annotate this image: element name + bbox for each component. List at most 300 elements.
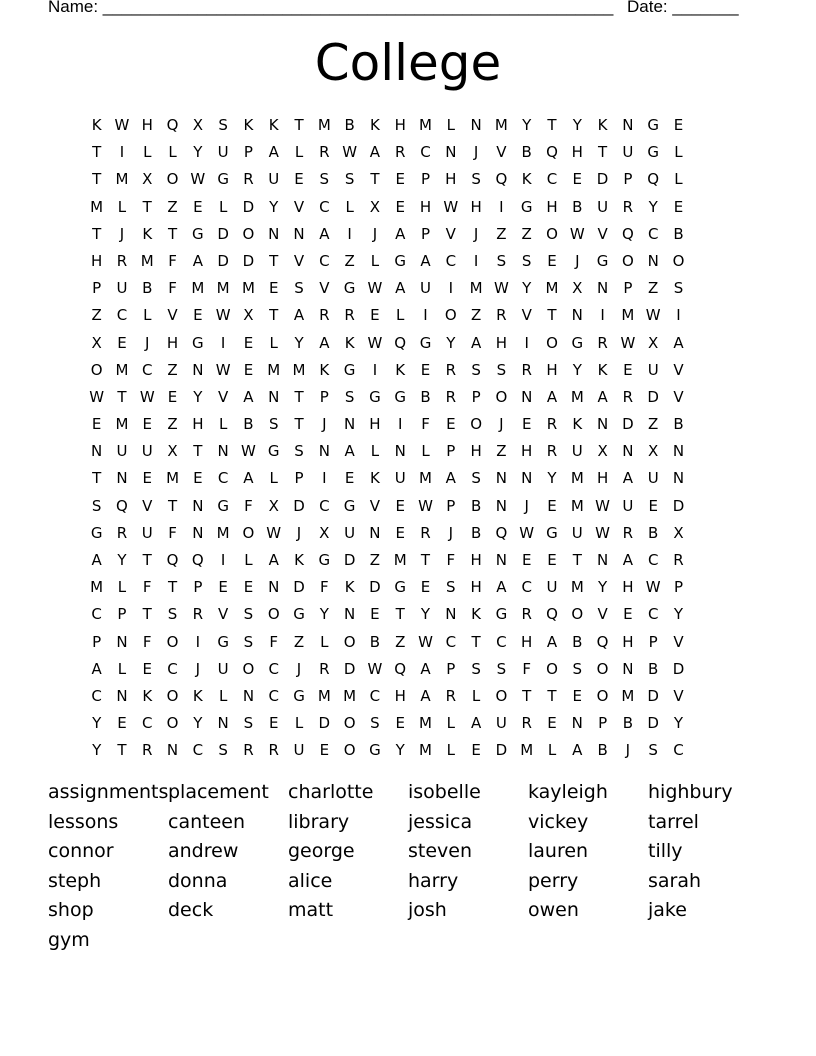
grid-letter: Z bbox=[167, 415, 178, 434]
grid-letter: B bbox=[470, 496, 482, 515]
grid-letter: O bbox=[242, 224, 255, 243]
grid-letter: N bbox=[116, 686, 128, 705]
grid-letter: T bbox=[294, 415, 304, 434]
grid-letter: H bbox=[622, 578, 634, 597]
word-list bbox=[48, 778, 768, 956]
grid-letter: C bbox=[445, 632, 457, 651]
word-list-item: perry bbox=[528, 869, 579, 892]
grid-letter: P bbox=[648, 632, 658, 651]
grid-letter: I bbox=[473, 251, 479, 270]
grid-letter: H bbox=[596, 469, 609, 488]
word-list-item: gym bbox=[48, 928, 90, 951]
grid-letter: A bbox=[420, 686, 431, 705]
grid-letter: S bbox=[471, 469, 481, 488]
grid-letter: W bbox=[89, 387, 105, 406]
grid-letter: G bbox=[267, 442, 280, 461]
grid-letter: O bbox=[571, 605, 584, 624]
grid-letter: S bbox=[370, 714, 380, 733]
grid-letter: M bbox=[140, 251, 154, 270]
grid-row bbox=[84, 222, 691, 249]
grid-letter: Z bbox=[293, 632, 305, 651]
grid-row bbox=[84, 249, 691, 276]
grid-letter: U bbox=[546, 578, 558, 597]
grid-letter: U bbox=[420, 279, 431, 298]
grid-letter: G bbox=[343, 360, 356, 379]
grid-letter: V bbox=[597, 224, 608, 243]
grid-letter: Y bbox=[572, 360, 582, 379]
grid-letter: U bbox=[495, 714, 507, 733]
grid-letter: S bbox=[344, 387, 355, 406]
grid-letter: G bbox=[293, 686, 305, 705]
grid-letter: M bbox=[621, 306, 635, 325]
grid-letter: W bbox=[418, 632, 433, 651]
grid-letter: D bbox=[647, 686, 659, 705]
grid-row bbox=[84, 657, 691, 684]
grid-letter: C bbox=[369, 686, 381, 705]
word-list-item: vickey bbox=[528, 810, 589, 833]
grid-letter: A bbox=[572, 741, 583, 760]
grid-letter: C bbox=[268, 686, 279, 705]
grid-letter: L bbox=[269, 333, 278, 352]
grid-letter: N bbox=[192, 523, 204, 542]
word-search-grid bbox=[84, 113, 691, 766]
grid-letter: C bbox=[420, 143, 431, 162]
grid-letter: D bbox=[622, 415, 634, 434]
grid-letter: O bbox=[672, 251, 685, 270]
grid-letter: L bbox=[218, 415, 228, 434]
grid-letter: V bbox=[597, 605, 608, 624]
grid-letter: C bbox=[647, 224, 659, 243]
grid-letter: A bbox=[395, 279, 406, 298]
grid-letter: Y bbox=[673, 605, 684, 624]
grid-letter: N bbox=[217, 714, 229, 733]
grid-letter: Y bbox=[395, 741, 405, 760]
word-list-item: charlotte bbox=[288, 781, 374, 803]
grid-letter: O bbox=[596, 659, 609, 678]
grid-letter: N bbox=[344, 415, 356, 434]
grid-letter: D bbox=[318, 714, 331, 733]
grid-letter: B bbox=[344, 116, 355, 134]
word-list-item: placement bbox=[168, 781, 269, 803]
grid-letter: Q bbox=[546, 605, 558, 624]
grid-letter: K bbox=[142, 686, 153, 705]
grid-letter: L bbox=[421, 442, 430, 461]
grid-letter: N bbox=[293, 224, 305, 243]
grid-letter: R bbox=[673, 551, 684, 569]
grid-letter: E bbox=[344, 469, 355, 488]
grid-letter: S bbox=[243, 605, 254, 624]
grid-letter: N bbox=[394, 442, 406, 461]
grid-letter: W bbox=[139, 387, 155, 406]
grid-letter: N bbox=[445, 143, 457, 162]
grid-letter: N bbox=[116, 632, 128, 651]
grid-letter: P bbox=[673, 578, 683, 597]
grid-letter: F bbox=[269, 632, 279, 651]
grid-letter: O bbox=[166, 714, 179, 733]
grid-letter: B bbox=[243, 415, 254, 434]
grid-letter: S bbox=[521, 251, 532, 270]
page-title: College bbox=[314, 34, 502, 92]
grid-letter: E bbox=[370, 306, 380, 325]
grid-letter: U bbox=[622, 496, 634, 515]
grid-letter: N bbox=[369, 523, 381, 542]
grid-letter: U bbox=[647, 360, 659, 379]
grid-letter: X bbox=[192, 116, 203, 134]
grid-letter: D bbox=[242, 197, 255, 216]
grid-letter: N bbox=[495, 496, 508, 515]
grid-letter: L bbox=[117, 197, 127, 216]
grid-letter: W bbox=[493, 279, 509, 298]
grid-letter: U bbox=[116, 442, 128, 461]
word-list-item: highbury bbox=[648, 781, 733, 803]
grid-letter: C bbox=[142, 360, 153, 379]
grid-letter: S bbox=[294, 442, 304, 461]
grid-letter: B bbox=[572, 632, 583, 651]
grid-letter: R bbox=[243, 170, 254, 189]
grid-letter: B bbox=[142, 279, 153, 298]
grid-letter: J bbox=[448, 523, 454, 542]
grid-letter: E bbox=[572, 170, 583, 189]
grid-letter: J bbox=[195, 659, 201, 678]
grid-letter: U bbox=[597, 197, 609, 216]
grid-letter: U bbox=[344, 523, 356, 542]
grid-letter: G bbox=[318, 551, 331, 569]
grid-letter: L bbox=[168, 143, 177, 162]
grid-letter: O bbox=[166, 632, 179, 651]
grid-letter: O bbox=[166, 686, 179, 705]
word-list-item: assignments bbox=[48, 781, 169, 803]
grid-letter: C bbox=[192, 741, 204, 760]
grid-letter: R bbox=[116, 523, 128, 542]
grid-letter: X bbox=[369, 197, 381, 216]
grid-letter: K bbox=[243, 116, 254, 134]
grid-letter: Y bbox=[648, 197, 658, 216]
grid-letter: M bbox=[393, 551, 407, 569]
grid-letter: D bbox=[647, 387, 659, 406]
grid-letter: S bbox=[673, 279, 684, 298]
grid-letter: T bbox=[92, 224, 102, 243]
grid-letter: C bbox=[319, 251, 330, 270]
grid-letter: U bbox=[217, 659, 229, 678]
grid-letter: V bbox=[496, 143, 507, 162]
grid-letter: D bbox=[495, 741, 508, 760]
grid-letter: Z bbox=[395, 632, 406, 651]
grid-letter: L bbox=[446, 741, 455, 760]
grid-letter: U bbox=[268, 170, 280, 189]
grid-letter: H bbox=[445, 170, 457, 189]
word-list-item: shop bbox=[48, 899, 94, 922]
grid-letter: F bbox=[320, 578, 329, 597]
grid-letter: L bbox=[244, 551, 253, 569]
grid-letter: I bbox=[347, 224, 352, 243]
grid-letter: Q bbox=[191, 551, 204, 569]
grid-letter: Y bbox=[193, 387, 203, 406]
grid-letter: D bbox=[343, 659, 356, 678]
grid-letter: D bbox=[343, 551, 356, 569]
grid-letter: G bbox=[217, 496, 229, 515]
word-list-item: library bbox=[288, 810, 350, 833]
grid-letter: V bbox=[293, 251, 305, 270]
grid-letter: L bbox=[471, 686, 481, 705]
grid-letter: C bbox=[217, 469, 229, 488]
grid-letter: E bbox=[91, 415, 102, 434]
grid-letter: O bbox=[546, 224, 558, 243]
grid-letter: X bbox=[167, 442, 178, 461]
grid-letter: C bbox=[521, 578, 532, 597]
grid-letter: K bbox=[319, 360, 330, 379]
grid-row bbox=[84, 548, 691, 575]
grid-letter: E bbox=[547, 551, 557, 569]
grid-letter: E bbox=[294, 170, 304, 189]
grid-letter: S bbox=[218, 116, 228, 134]
grid-letter: I bbox=[448, 279, 454, 298]
grid-letter: P bbox=[623, 170, 633, 189]
grid-letter: A bbox=[496, 578, 507, 597]
grid-letter: N bbox=[344, 605, 356, 624]
grid-letter: E bbox=[547, 496, 557, 515]
grid-letter: A bbox=[470, 714, 482, 733]
grid-letter: S bbox=[268, 415, 279, 434]
grid-letter: E bbox=[673, 197, 684, 216]
grid-letter: G bbox=[192, 224, 204, 243]
grid-letter: Q bbox=[621, 224, 634, 243]
grid-letter: E bbox=[547, 251, 557, 270]
grid-letter: A bbox=[622, 551, 634, 569]
grid-row bbox=[84, 602, 691, 629]
grid-letter: O bbox=[495, 686, 508, 705]
grid-letter: N bbox=[672, 442, 685, 461]
grid-letter: Q bbox=[394, 333, 407, 352]
grid-letter: L bbox=[320, 632, 329, 651]
grid-letter: H bbox=[470, 442, 482, 461]
grid-letter: N bbox=[470, 116, 482, 134]
grid-letter: C bbox=[319, 197, 330, 216]
grid-letter: H bbox=[546, 360, 558, 379]
grid-letter: H bbox=[369, 415, 381, 434]
grid-letter: L bbox=[446, 714, 455, 733]
grid-letter: W bbox=[215, 360, 231, 379]
grid-letter: G bbox=[192, 333, 204, 352]
grid-letter: I bbox=[499, 197, 504, 216]
grid-letter: E bbox=[142, 415, 152, 434]
grid-letter: E bbox=[193, 469, 203, 488]
grid-letter: C bbox=[673, 741, 684, 760]
grid-letter: Q bbox=[166, 551, 179, 569]
grid-letter: I bbox=[220, 551, 226, 569]
grid-letter: N bbox=[521, 469, 533, 488]
grid-letter: N bbox=[596, 279, 609, 298]
grid-letter: J bbox=[296, 659, 302, 678]
grid-letter: S bbox=[496, 251, 507, 270]
grid-letter: F bbox=[168, 523, 177, 542]
grid-letter: I bbox=[119, 143, 125, 162]
grid-letter: X bbox=[648, 333, 659, 352]
word-list-item: tarrel bbox=[648, 810, 699, 833]
grid-letter: A bbox=[673, 333, 684, 352]
grid-letter: R bbox=[243, 741, 254, 760]
grid-letter: N bbox=[166, 741, 179, 760]
grid-row bbox=[84, 113, 691, 140]
grid-letter: Q bbox=[647, 170, 660, 189]
grid-letter: Z bbox=[167, 197, 178, 216]
grid-letter: K bbox=[369, 469, 380, 488]
grid-letter: V bbox=[445, 224, 456, 243]
grid-letter: B bbox=[622, 714, 634, 733]
grid-letter: D bbox=[647, 714, 659, 733]
grid-letter: M bbox=[545, 279, 559, 298]
grid-row bbox=[84, 575, 691, 602]
grid-letter: F bbox=[168, 279, 177, 298]
grid-letter: R bbox=[319, 143, 330, 162]
grid-letter: S bbox=[319, 170, 330, 189]
grid-letter: O bbox=[495, 387, 508, 406]
grid-letter: N bbox=[622, 116, 634, 134]
grid-letter: K bbox=[91, 116, 102, 134]
grid-letter: O bbox=[596, 686, 609, 705]
grid-letter: J bbox=[499, 415, 504, 434]
grid-letter: N bbox=[445, 605, 457, 624]
grid-letter: U bbox=[116, 279, 128, 298]
grid-letter: P bbox=[420, 170, 431, 189]
grid-letter: N bbox=[596, 551, 609, 569]
grid-letter: M bbox=[90, 578, 104, 597]
grid-row bbox=[84, 276, 691, 303]
grid-letter: X bbox=[572, 279, 583, 298]
grid-letter: D bbox=[672, 659, 685, 678]
grid-letter: F bbox=[446, 551, 456, 569]
grid-row bbox=[84, 494, 691, 521]
grid-letter: Y bbox=[598, 578, 608, 597]
grid-letter: B bbox=[673, 415, 684, 434]
grid-letter: U bbox=[647, 469, 659, 488]
grid-letter: K bbox=[597, 116, 608, 134]
grid-letter: B bbox=[420, 387, 431, 406]
grid-letter: G bbox=[394, 578, 407, 597]
grid-letter: L bbox=[674, 170, 683, 189]
grid-letter: G bbox=[343, 496, 356, 515]
grid-letter: W bbox=[443, 197, 459, 216]
grid-letter: Y bbox=[319, 605, 329, 624]
grid-letter: A bbox=[91, 659, 102, 678]
grid-letter: T bbox=[142, 197, 152, 216]
grid-letter: N bbox=[495, 551, 508, 569]
grid-letter: U bbox=[571, 442, 583, 461]
grid-letter: T bbox=[522, 686, 532, 705]
grid-letter: N bbox=[116, 469, 128, 488]
grid-letter: V bbox=[521, 306, 532, 325]
grid-letter: M bbox=[570, 578, 584, 597]
name-field-label: Name: ______________________________________________________ bbox=[48, 0, 614, 16]
grid-letter: I bbox=[195, 632, 201, 651]
grid-letter: V bbox=[218, 605, 229, 624]
grid-letter: R bbox=[192, 605, 204, 624]
grid-letter: I bbox=[600, 306, 605, 325]
grid-letter: V bbox=[673, 360, 684, 379]
grid-letter: S bbox=[344, 170, 355, 189]
grid-letter: E bbox=[243, 333, 254, 352]
grid-letter: A bbox=[369, 143, 381, 162]
grid-letter: H bbox=[622, 632, 634, 651]
grid-letter: M bbox=[115, 360, 129, 379]
grid-letter: W bbox=[519, 523, 535, 542]
grid-letter: G bbox=[495, 605, 508, 624]
grid-letter: E bbox=[319, 741, 330, 760]
grid-letter: M bbox=[520, 741, 534, 760]
grid-letter: V bbox=[369, 496, 381, 515]
grid-letter: L bbox=[396, 306, 405, 325]
grid-letter: W bbox=[595, 496, 610, 515]
grid-letter: S bbox=[91, 496, 102, 515]
grid-letter: R bbox=[394, 143, 406, 162]
grid-letter: N bbox=[495, 469, 508, 488]
grid-letter: M bbox=[267, 360, 281, 379]
grid-letter: O bbox=[546, 333, 558, 352]
grid-letter: Z bbox=[648, 279, 659, 298]
grid-letter: U bbox=[394, 469, 406, 488]
grid-letter: C bbox=[445, 251, 457, 270]
word-list-item: matt bbox=[288, 899, 334, 922]
grid-letter: G bbox=[293, 605, 305, 624]
grid-letter: E bbox=[243, 360, 254, 379]
word-list-item: donna bbox=[168, 869, 228, 892]
grid-letter: F bbox=[244, 496, 253, 515]
grid-letter: G bbox=[217, 170, 229, 189]
grid-letter: T bbox=[193, 442, 203, 461]
grid-letter: Z bbox=[496, 442, 507, 461]
grid-letter: T bbox=[92, 143, 102, 162]
grid-letter: I bbox=[372, 360, 378, 379]
grid-letter: L bbox=[547, 741, 557, 760]
grid-letter: H bbox=[470, 551, 482, 569]
grid-letter: Q bbox=[546, 143, 558, 162]
grid-letter: Q bbox=[166, 116, 179, 134]
word-list-item: owen bbox=[528, 899, 579, 922]
grid-letter: M bbox=[570, 496, 584, 515]
grid-letter: X bbox=[673, 523, 684, 542]
grid-letter: X bbox=[597, 442, 608, 461]
grid-letter: C bbox=[142, 714, 153, 733]
grid-letter: R bbox=[445, 360, 457, 379]
grid-letter: M bbox=[343, 686, 357, 705]
grid-letter: Z bbox=[496, 224, 507, 243]
grid-letter: L bbox=[370, 442, 380, 461]
grid-letter: R bbox=[597, 333, 608, 352]
grid-letter: D bbox=[217, 251, 229, 270]
grid-letter: M bbox=[241, 279, 255, 298]
grid-letter: A bbox=[319, 224, 330, 243]
grid-letter: S bbox=[294, 279, 304, 298]
grid-letter: R bbox=[268, 741, 279, 760]
grid-letter: K bbox=[369, 116, 380, 134]
grid-letter: R bbox=[622, 523, 634, 542]
grid-letter: W bbox=[266, 523, 282, 542]
grid-letter: G bbox=[217, 632, 229, 651]
grid-letter: O bbox=[621, 251, 634, 270]
grid-letter: E bbox=[471, 741, 481, 760]
grid-letter: Y bbox=[547, 469, 557, 488]
grid-letter: P bbox=[420, 224, 431, 243]
grid-letter: Z bbox=[648, 415, 659, 434]
grid-letter: E bbox=[218, 578, 228, 597]
grid-letter: O bbox=[343, 741, 356, 760]
grid-letter: J bbox=[145, 333, 150, 352]
grid-letter: Q bbox=[495, 523, 508, 542]
grid-letter: E bbox=[521, 415, 532, 434]
word-list-item: deck bbox=[168, 899, 214, 922]
grid-letter: Y bbox=[673, 714, 684, 733]
grid-letter: R bbox=[521, 360, 532, 379]
word-list-item: steven bbox=[408, 840, 473, 863]
